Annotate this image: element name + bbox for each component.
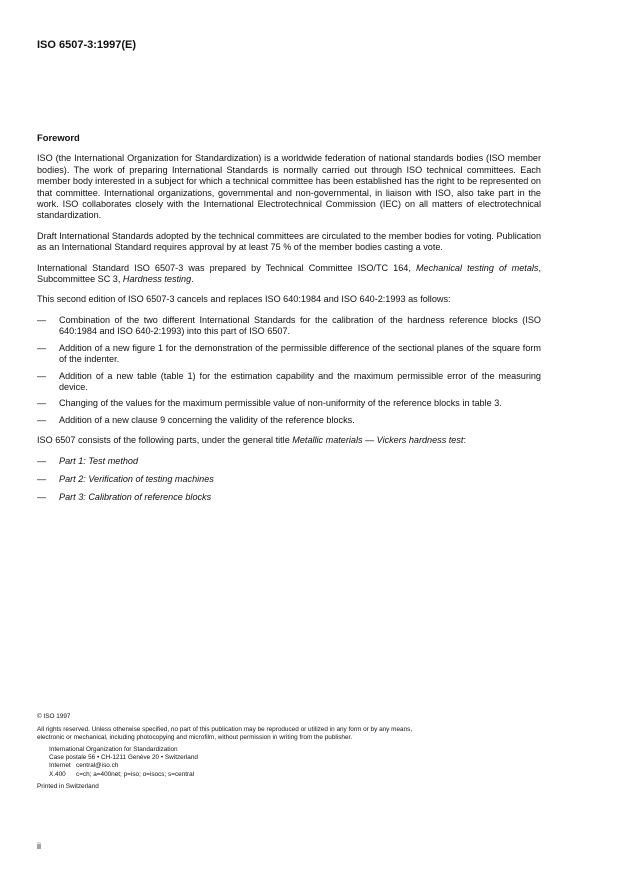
- parts-intro-text: ISO 6507 consists of the following parts, under the general title: [37, 435, 293, 446]
- postal-address: Case postale 56 • CH-1211 Genève 20 • Switzerland: [49, 754, 198, 762]
- rights-statement: All rights reserved. Unless otherwise specified, no part of this publication may be reproduced or utilized in any form or by any means, electronic or mechanical, including photocopying and microfilm, without permission in writing from the publisher.: [37, 726, 413, 742]
- copyright-footer: [37, 713, 417, 791]
- document-id: ISO 6507-3:1997(E): [37, 39, 137, 51]
- copyright-notice: © ISO 1997: [37, 713, 71, 720]
- paragraph-parts-intro: [37, 435, 541, 446]
- dash-marker: —: [37, 455, 47, 466]
- list-item: [37, 398, 541, 409]
- list-item: [37, 371, 541, 394]
- list-item-text: Addition of a new clause 9 concerning the validity of the reference blocks.: [59, 414, 355, 425]
- x400-address: c=ch; a=400net; p=iso; o=isocs; s=central: [76, 770, 195, 778]
- dash-marker: —: [37, 398, 47, 409]
- period: .: [191, 274, 194, 285]
- paragraph-draft-standards: Draft International Standards adopted by the technical committees are circulated to the member bodies for voting. Publication as an International Standard requires approval by at least 75 % of the member bodies casting a vote.: [37, 230, 541, 253]
- list-item: [37, 456, 541, 467]
- organization-name: International Organization for Standardization: [49, 746, 178, 754]
- page-number: ii: [37, 841, 41, 851]
- foreword-section: [37, 132, 541, 511]
- list-item: [37, 315, 541, 338]
- paragraph-prepared-by: [37, 263, 541, 286]
- colon: :: [463, 435, 466, 446]
- dash-marker: —: [37, 414, 47, 425]
- subcommittee-text: , Subcommittee SC 3,: [37, 262, 541, 285]
- x400-row: [49, 771, 417, 779]
- printed-in: Printed in Switzerland: [37, 782, 99, 790]
- list-item: [37, 415, 541, 426]
- list-item-text: Addition of a new table (table 1) for the estimation capability and the maximum permissible error of the measuring device.: [59, 370, 541, 392]
- list-item-text: Combination of the two different International Standards for the calibration of the hardness reference blocks (ISO 640:1984 and ISO 640-2:1993) into this part of ISO 6507.: [59, 314, 541, 337]
- parts-list: [37, 456, 541, 504]
- part-title: Part 2: Verification of testing machines: [59, 473, 214, 484]
- changes-list: [37, 315, 541, 426]
- list-item-text: Changing of the values for the maximum permissible value of non-uniformity of the reference blocks in table 3.: [59, 398, 502, 409]
- general-title: Metallic materials — Vickers hardness test: [292, 435, 464, 446]
- publisher-address: [37, 746, 417, 778]
- dash-marker: —: [37, 492, 47, 503]
- internet-row: [49, 762, 417, 770]
- list-item: [37, 492, 541, 503]
- paragraph-iso-intro: ISO (the International Organization for Standardization) is a worldwide federation of national standards bodies (ISO member bodies). The work of preparing International Standards is normally carried out through ISO technical committees. Each member body interested in a subject for which a technical committee has been established has the right to be represented on that committee. International organizations, governmental and non-governmental, in liaison with ISO, also take part in the work. ISO collaborates closely with the International Electrotechnical Commission (IEC) on all matters of electrotechnical standardization.: [37, 153, 541, 221]
- part-title: Part 1: Test method: [59, 455, 139, 466]
- committee-title: Mechanical testing of metals: [415, 262, 539, 273]
- internet-label: Internet: [49, 762, 71, 770]
- paragraph-second-edition: This second edition of ISO 6507-3 cancels and replaces ISO 640:1984 and ISO 640-2:1993 as follows:: [37, 294, 451, 305]
- foreword-heading: Foreword: [37, 132, 80, 143]
- list-item-text: Addition of a new figure 1 for the demonstration of the permissible difference of the sectional planes of the square form of the indenter.: [59, 342, 541, 365]
- subcommittee-title: Hardness testing: [122, 274, 192, 285]
- dash-marker: —: [37, 473, 47, 484]
- list-item: [37, 343, 541, 366]
- dash-marker: —: [37, 314, 47, 325]
- list-item: [37, 474, 541, 485]
- internet-address: central@iso.ch: [76, 762, 119, 770]
- dash-marker: —: [37, 370, 47, 381]
- part-title: Part 3: Calibration of reference blocks: [59, 492, 212, 503]
- dash-marker: —: [37, 342, 47, 353]
- prepared-by-text: International Standard ISO 6507-3 was prepared by Technical Committee ISO/TC 164,: [37, 262, 416, 273]
- x400-label: X.400: [49, 770, 66, 778]
